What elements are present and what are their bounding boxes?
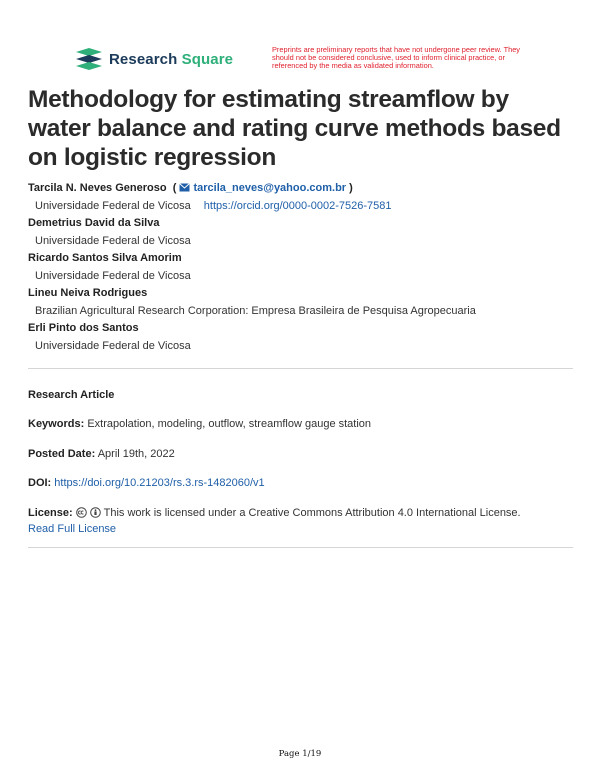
posted-date-line (28, 446, 573, 462)
author-1-email-link[interactable]: tarcila_neves@yahoo.com.br (193, 182, 347, 194)
keywords-line (28, 416, 573, 432)
read-full-license-link[interactable]: Read Full License (28, 523, 117, 535)
posted-date-value: April 19th, 2022 (97, 448, 175, 460)
author-1-orcid-link[interactable]: https://orcid.org/0000-0002-7526-7581 (203, 199, 392, 212)
author-1-affiliation-text: Universidade Federal de Vicosa (35, 199, 191, 212)
research-square-logo-icon (75, 48, 103, 70)
logo-text-accent: Square (181, 50, 234, 68)
logo-text-main: Research (109, 50, 182, 68)
doi-line (28, 475, 573, 491)
author-2-name: Demetrius David da Silva (28, 217, 160, 229)
author-3-name: Ricardo Santos Silva Amorim (28, 252, 182, 264)
logo-text (109, 51, 233, 68)
license-label: License: (28, 507, 73, 519)
section-divider-bottom (28, 547, 573, 548)
article-type-text: Research Article (28, 389, 115, 401)
creative-commons-icon (76, 507, 87, 518)
keywords-label: Keywords: (28, 418, 85, 430)
attribution-icon (90, 507, 101, 518)
doi-label: DOI: (28, 477, 52, 489)
article-type (28, 387, 573, 403)
research-square-logo[interactable] (75, 48, 233, 70)
author-1-name: Tarcila N. Neves Generoso (28, 182, 167, 194)
keywords-value: Extrapolation, modeling, outflow, streamflow gauge station (87, 418, 372, 430)
page-number: Page 1/19 (278, 749, 322, 759)
author-list (28, 180, 578, 355)
paper-title: Methodology for estimating streamflow by water balance and rating curve methods based on logistic regression (28, 86, 561, 171)
license-line (28, 505, 573, 537)
author-4-name: Lineu Neiva Rodrigues (28, 287, 148, 299)
author-2-affiliation: Universidade Federal de Vicosa (35, 234, 191, 247)
author-4-affiliation: Brazilian Agricultural Research Corporation: Empresa Brasileira de Pesquisa Agropecuaria (35, 304, 476, 317)
author-1-affiliation (28, 198, 578, 216)
author-5-affiliation: Universidade Federal de Vicosa (35, 339, 191, 352)
posted-date-label: Posted Date: (28, 448, 96, 460)
author-5-name: Erli Pinto dos Santos (28, 322, 139, 334)
section-divider-top (28, 368, 573, 369)
preprint-disclaimer: Preprints are preliminary reports that have not undergone peer review. They should not be considered conclusive, used to inform clinical practice, or referenced by the media as validated information. (272, 45, 520, 70)
license-text: This work is licensed under a Creative Commons Attribution 4.0 International License. (103, 507, 521, 519)
doi-link[interactable]: https://doi.org/10.21203/rs.3.rs-1482060/v1 (54, 477, 265, 489)
author-3-affiliation: Universidade Federal de Vicosa (35, 269, 191, 282)
envelope-icon (179, 183, 190, 192)
author-1-email-wrap: ( tarcila_neves@yahoo.com.br ) (169, 182, 353, 194)
author-name (28, 180, 578, 198)
